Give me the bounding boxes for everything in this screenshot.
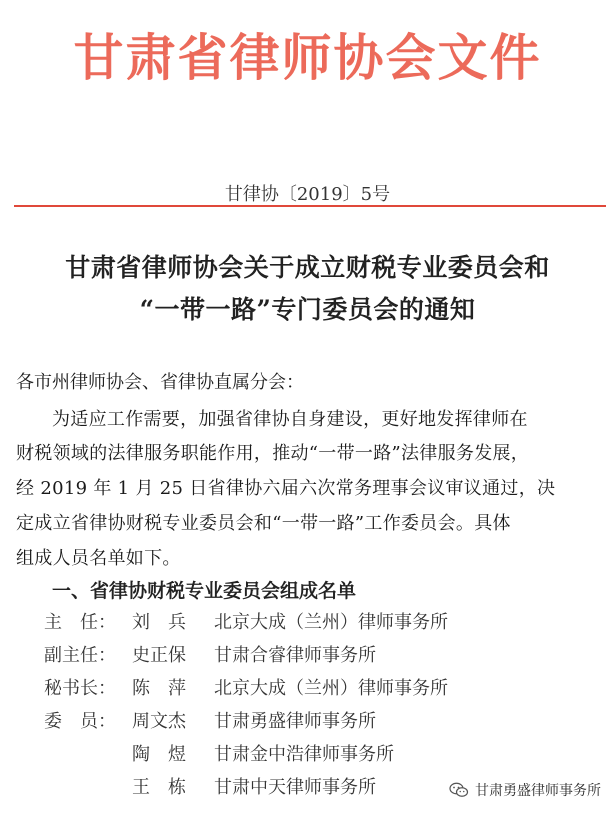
- member-role: 委 员：: [44, 711, 116, 732]
- document-number: 甘律协〔2019〕5号: [224, 184, 391, 205]
- watermark-text: 甘肃勇盛律师事务所: [475, 783, 601, 799]
- member-role: 主 任：: [44, 612, 116, 633]
- notice-title-line-2: “一带一路”专门委员会的通知: [139, 295, 476, 324]
- paragraph-line: 经 2019 年 1 月 25 日省律协六届六次常务理事会议审议通过，决: [16, 478, 556, 499]
- member-name: 刘 兵: [132, 612, 186, 633]
- notice-title-line-1: 甘肃省律师协会关于成立财税专业委员会和: [65, 253, 550, 282]
- member-role: 副主任：: [44, 645, 116, 666]
- document-header-title: 甘肃省律师协会文件: [73, 28, 542, 87]
- member-firm: 甘肃中天律师事务所: [214, 777, 376, 798]
- wechat-watermark: [445, 778, 605, 802]
- section-heading: 一、省律协财税专业委员会组成名单: [52, 580, 357, 602]
- member-firm: 甘肃勇盛律师事务所: [214, 711, 376, 732]
- member-name: 周文杰: [132, 711, 186, 732]
- member-name: 陶 煜: [132, 744, 186, 765]
- wechat-icon: [449, 782, 469, 798]
- paragraph-line: 组成人员名单如下。: [16, 548, 181, 569]
- paragraph-line: 为适应工作需要，加强省律协自身建设，更好地发挥律师在: [52, 409, 528, 430]
- member-firm: 甘肃金中浩律师事务所: [214, 744, 394, 765]
- member-name: 陈 萍: [132, 678, 186, 699]
- red-divider-line: [14, 205, 606, 207]
- member-firm: 甘肃合睿律师事务所: [214, 645, 376, 666]
- paragraph-line: 财税领域的法律服务职能作用，推动“一带一路”法律服务发展，: [16, 443, 530, 464]
- paragraph-line: 定成立省律协财税专业委员会和“一带一路”工作委员会。具体: [16, 513, 511, 534]
- salutation: 各市州律师协会、省律协直属分会：: [16, 372, 304, 393]
- member-name: 史正保: [132, 645, 186, 666]
- member-role: 秘书长：: [44, 678, 116, 699]
- member-firm: 北京大成（兰州）律师事务所: [214, 678, 448, 699]
- member-firm: 北京大成（兰州）律师事务所: [214, 612, 448, 633]
- member-name: 王 栋: [132, 777, 186, 798]
